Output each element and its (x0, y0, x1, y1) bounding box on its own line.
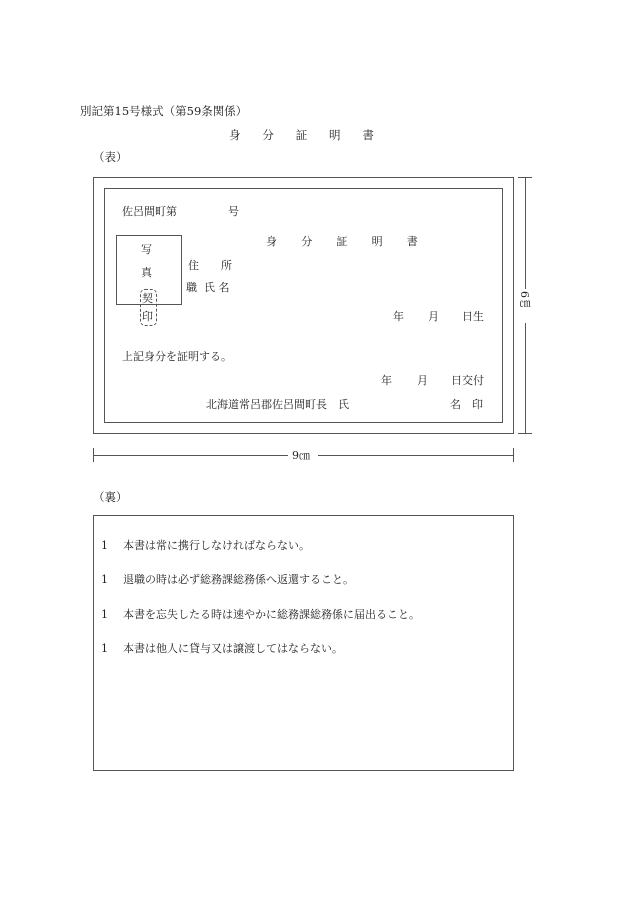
width-dimension-label: 9㎝ (292, 449, 310, 462)
width-tick-right (513, 448, 514, 462)
width-line-left (93, 455, 288, 456)
issue-month-label: 月 (417, 374, 428, 387)
name-label: 氏 名 (204, 281, 230, 294)
back-item-text: 本書は他人に貸与又は譲渡してはならない。 (123, 642, 343, 655)
back-item-number: 1 (101, 608, 108, 621)
width-line-right (318, 455, 513, 456)
form-label: 別記第15号様式（第59条関係） (80, 104, 248, 118)
height-line-lower (525, 323, 526, 434)
back-label: （裏） (93, 490, 128, 504)
document-title: 身分証明書 (229, 128, 396, 142)
seal-label-top: 契 (142, 292, 153, 305)
back-item-number: 1 (101, 539, 108, 552)
certify-text: 上記身分を証明する。 (122, 350, 232, 363)
back-item (101, 643, 343, 654)
back-item-text: 本書を忘失したる時は速やかに総務課総務係に届出ること。 (123, 608, 420, 621)
back-item-text: 本書は常に携行しなければならない。 (123, 539, 310, 552)
issuer-text: 北海道常呂郡佐呂間町長 氏 (206, 398, 349, 411)
seal-label-bottom: 印 (142, 310, 153, 323)
back-item-number: 1 (101, 642, 108, 655)
back-item (101, 540, 310, 551)
birth-year-label: 年 (393, 310, 404, 323)
issue-day-label: 日交付 (451, 374, 484, 387)
issuer-seal-label: 名 印 (450, 398, 483, 411)
card-title: 身分証明書 (266, 235, 442, 248)
birth-day-label: 日生 (462, 310, 484, 323)
issue-year-label: 年 (381, 374, 392, 387)
back-item (101, 609, 420, 620)
front-label: （表） (93, 150, 128, 164)
address-label: 住 所 (188, 259, 238, 272)
birth-month-label: 月 (428, 310, 439, 323)
photo-label-bottom: 真 (141, 266, 152, 279)
certificate-number-prefix: 佐呂間町第 (122, 205, 177, 218)
occupation-label: 職 (186, 281, 197, 294)
card-front-inner (104, 188, 503, 423)
back-item (101, 574, 354, 585)
photo-label-top: 写 (141, 243, 152, 256)
height-dimension-label: 6㎝ (518, 291, 531, 309)
certificate-number-suffix: 号 (228, 205, 239, 218)
back-item-text: 退職の時は必ず総務課総務係へ返還すること。 (123, 573, 354, 586)
back-item-number: 1 (101, 573, 108, 586)
height-line-upper (525, 177, 526, 289)
